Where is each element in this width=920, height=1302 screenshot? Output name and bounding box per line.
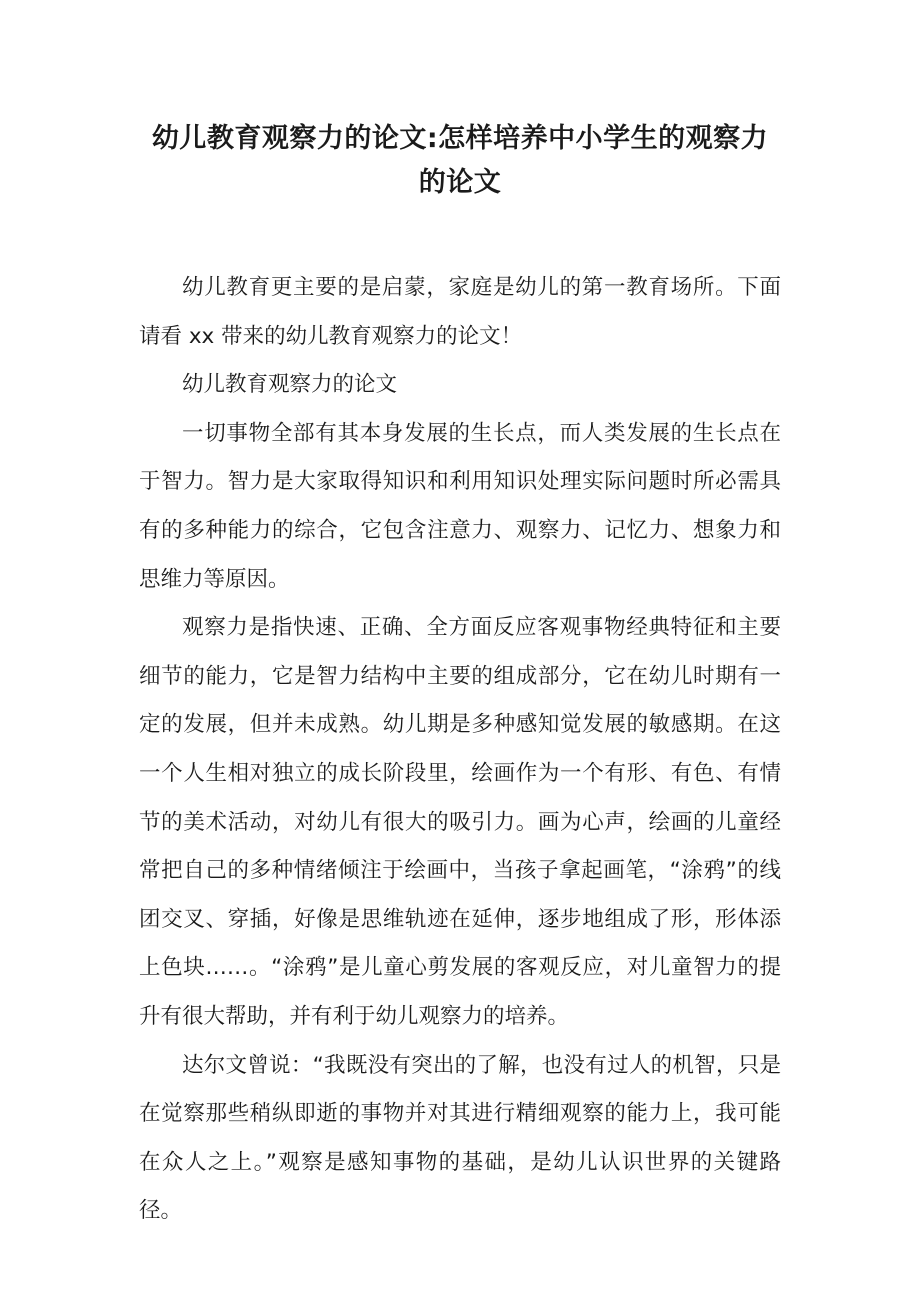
document-body [139, 264, 781, 1236]
paragraph-darwin-quote: 达尔文曾说：“我既没有突出的了解，也没有过人的机智，只是在觉察那些稍纵即逝的事物并对其进行精细观察的能力上，我可能在众人之上。”观察是感知事物的基础，是幼儿认识世界的关键路径。 [139, 1052, 781, 1224]
paragraph-intelligence: 一切事物全部有其本身发展的生长点，而人类发展的生长点在于智力。智力是大家取得知识和利用知识处理实际问题时所必需具有的多种能力的综合，它包含注意力、观察力、记忆力、想象力和思维力等原因。 [139, 420, 781, 592]
section-heading: 幼儿教育观察力的论文 [182, 372, 398, 398]
document-title: 幼儿教育观察力的论文:怎样培养中小学生的观察力的论文 [151, 123, 769, 198]
paragraph-observation: 观察力是指快速、正确、全方面反应客观事物经典特征和主要细节的能力，它是智力结构中主要的组成部分，它在幼儿时期有一定的发展，但并未成熟。幼儿期是多种感知觉发展的敏感期。在这一个人生相对独立的成长阶段里，绘画作为一个有形、有色、有情节的美术活动，对幼儿有很大的吸引力。画为心声，绘画的儿童经常把自己的多种情绪倾注于绘画中，当孩子拿起画笔，“涂鸦”的线团交叉、穿插，好像是思维轨迹在延伸，逐步地组成了形，形体添上色块……。“涂鸦”是儿童心剪发展的客观反应，对儿童智力的提升有很大帮助，并有利于幼儿观察力的培养。 [139, 615, 781, 1029]
paragraph-intro: 幼儿教育更主要的是启蒙，家庭是幼儿的第一教育场所。下面请看 xx 带来的幼儿教育观察力的论文！ [139, 275, 781, 349]
